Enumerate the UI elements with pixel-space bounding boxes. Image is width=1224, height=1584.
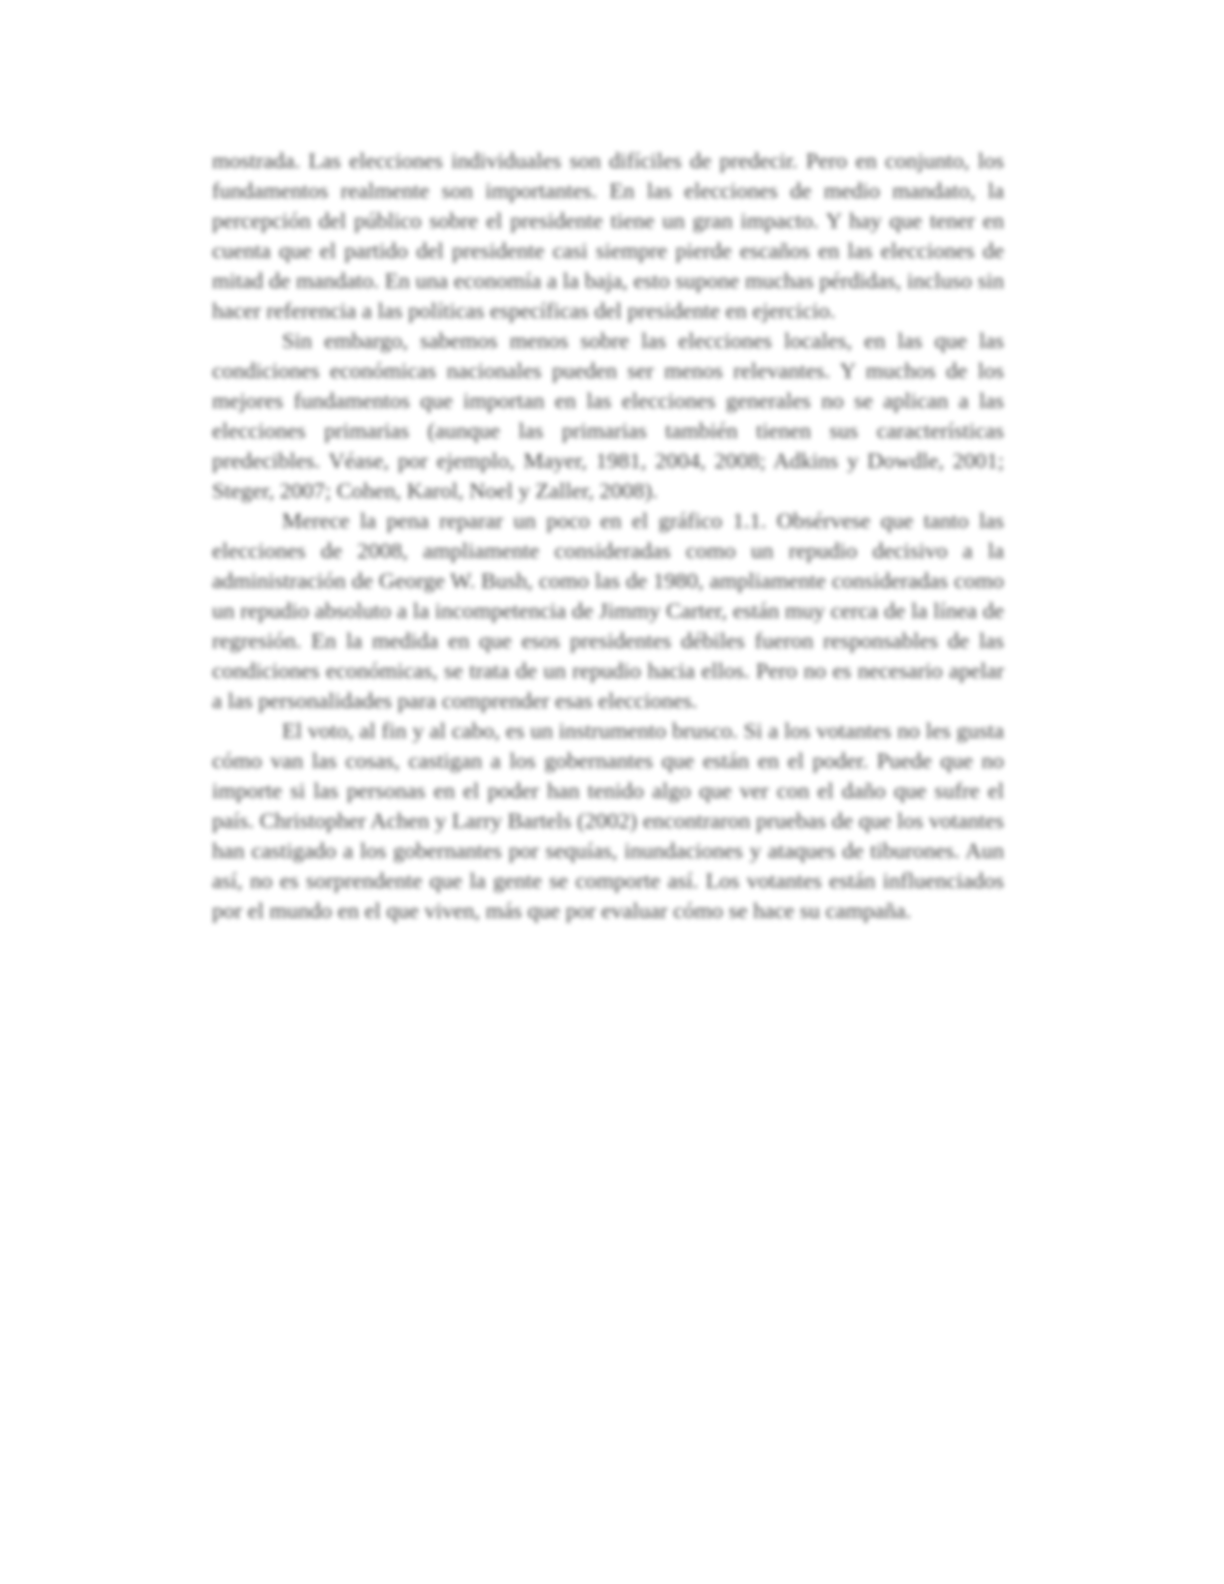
paragraph-1: mostrada. Las elecciones individuales son difíciles de predecir. Pero en conjunto, los fundamentos realmente son importantes. En las elecciones de medio mandato, la percepción del público sobre el presidente tiene un gran impacto. Y hay que tener en cuenta que el partido del presidente casi siempre pierde escaños en las elecciones de mitad de mandato. En una economía a la baja, esto supone muchas pérdidas, incluso sin hacer referencia a las políticas específicas del presidente en ejercicio.	[212, 148, 1004, 323]
paragraph-2: Sin embargo, sabemos menos sobre las elecciones locales, en las que las condiciones económicas nacionales pueden ser menos relevantes. Y muchos de los mejores fundamentos que importan en las elecciones generales no se aplican a las elecciones primarias (aunque las primarias también tienen sus características predecibles. Véase, por ejemplo, Mayer, 1981, 2004, 2008; Adkins y Dowdle, 2001; Steger, 2007; Cohen, Karol, Noel y Zaller, 2008).	[212, 328, 1004, 503]
paragraph-4: El voto, al fin y al cabo, es un instrumento brusco. Si a los votantes no les gusta cómo van las cosas, castigan a los gobernantes que están en el poder. Puede que no importe si las personas en el poder han tenido algo que ver con el daño que sufre el país. Christopher Achen y Larry Bartels (2002) encontraron pruebas de que los votantes han castigado a los gobernantes por sequías, inundaciones y ataques de tiburones. Aun así, no es sorprendente que la gente se comporte así. Los votantes están influenciados por el mundo en el que viven, más que por evaluar cómo se hace su campaña.	[212, 718, 1004, 923]
text-block	[212, 146, 1004, 926]
paragraph-3: Merece la pena reparar un poco en el gráfico 1.1. Obsérvese que tanto las elecciones de 2008, ampliamente consideradas como un repudio decisivo a la administración de George W. Bush, como las de 1980, ampliamente consideradas como un repudio absoluto a la incompetencia de Jimmy Carter, están muy cerca de la línea de regresión. En la medida en que esos presidentes débiles fueron responsables de las condiciones económicas, se trata de un repudio hacia ellos. Pero no es necesario apelar a las personalidades para comprender esas elecciones.	[212, 508, 1004, 713]
